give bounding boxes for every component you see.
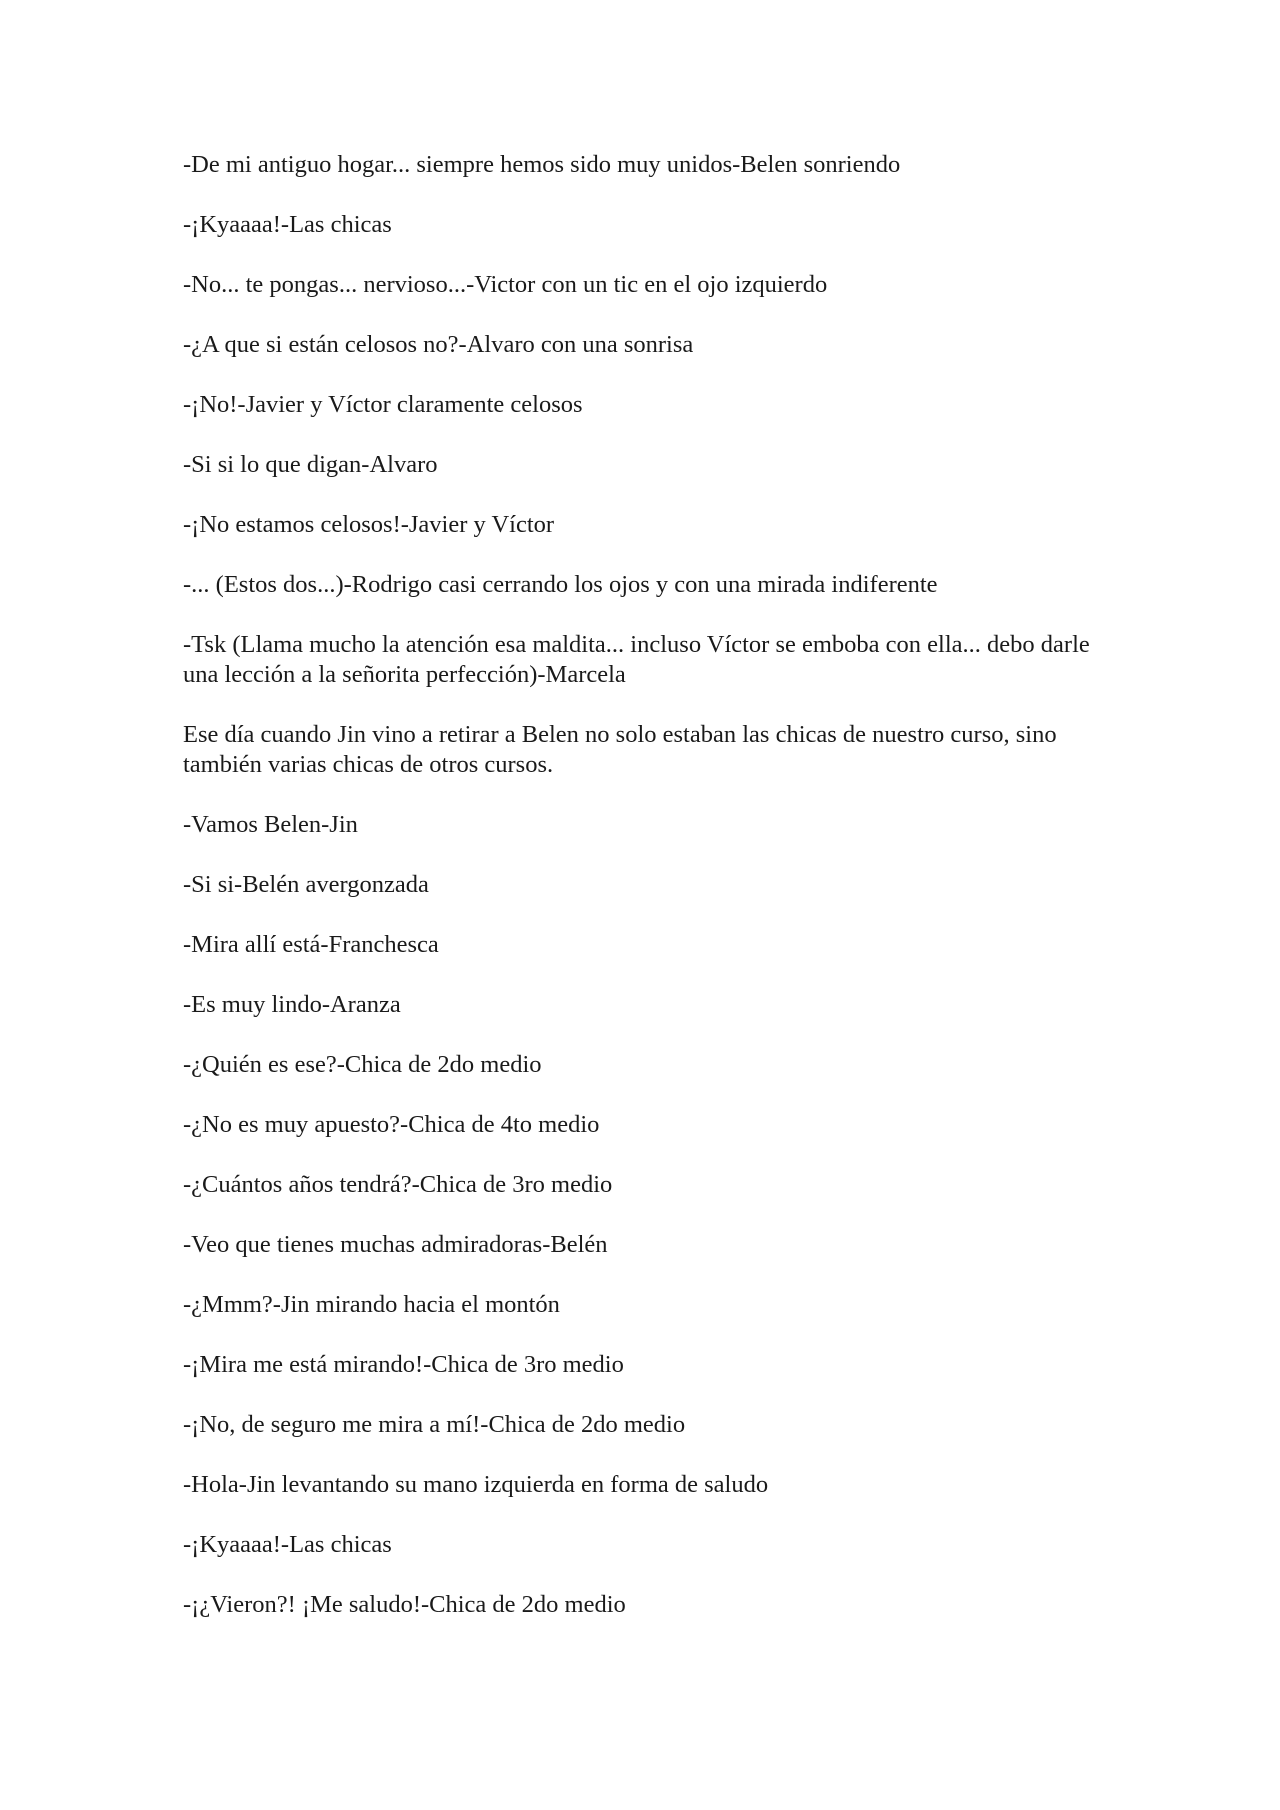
paragraph: -¿No es muy apuesto?-Chica de 4to medio (183, 1111, 600, 1138)
paragraph: -Tsk (Llama mucho la atención esa maldita... incluso Víctor se emboba con ella... debo darle una lección a la señorita perfección)-Marcela (183, 631, 1090, 688)
paragraph: -¡No, de seguro me mira a mí!-Chica de 2do medio (183, 1411, 686, 1438)
paragraph: -¡No!-Javier y Víctor claramente celosos (183, 391, 583, 418)
paragraph: -... (Estos dos...)-Rodrigo casi cerrando los ojos y con una mirada indiferente (183, 571, 938, 598)
paragraph: -¿A que si están celosos no?-Alvaro con una sonrisa (183, 331, 694, 358)
paragraph: -Vamos Belen-Jin (183, 811, 358, 838)
paragraph: -Mira allí está-Franchesca (183, 931, 439, 958)
paragraph: -¿Mmm?-Jin mirando hacia el montón (183, 1291, 560, 1318)
paragraph: -¿Quién es ese?-Chica de 2do medio (183, 1051, 542, 1078)
paragraph: -Es muy lindo-Aranza (183, 991, 401, 1018)
paragraph: -¡No estamos celosos!-Javier y Víctor (183, 511, 555, 538)
paragraph: -No... te pongas... nervioso...-Victor con un tic en el ojo izquierdo (183, 271, 828, 298)
document-body (183, 150, 1095, 1650)
paragraph: -Hola-Jin levantando su mano izquierda en forma de saludo (183, 1471, 769, 1498)
paragraph: -¡Kyaaaa!-Las chicas (183, 211, 392, 238)
paragraph: -¡Kyaaaa!-Las chicas (183, 1531, 392, 1558)
paragraph: -¡Mira me está mirando!-Chica de 3ro medio (183, 1351, 624, 1378)
paragraph: -¡¿Vieron?! ¡Me saludo!-Chica de 2do medio (183, 1591, 626, 1618)
paragraph: Ese día cuando Jin vino a retirar a Belen no solo estaban las chicas de nuestro curso, sino también varias chicas de otros cursos. (183, 721, 1057, 778)
paragraph: -Si si lo que digan-Alvaro (183, 451, 438, 478)
paragraph: -Veo que tienes muchas admiradoras-Belén (183, 1231, 608, 1258)
paragraph: -¿Cuántos años tendrá?-Chica de 3ro medio (183, 1171, 613, 1198)
paragraph: -De mi antiguo hogar... siempre hemos sido muy unidos-Belen sonriendo (183, 151, 901, 178)
paragraph: -Si si-Belén avergonzada (183, 871, 429, 898)
